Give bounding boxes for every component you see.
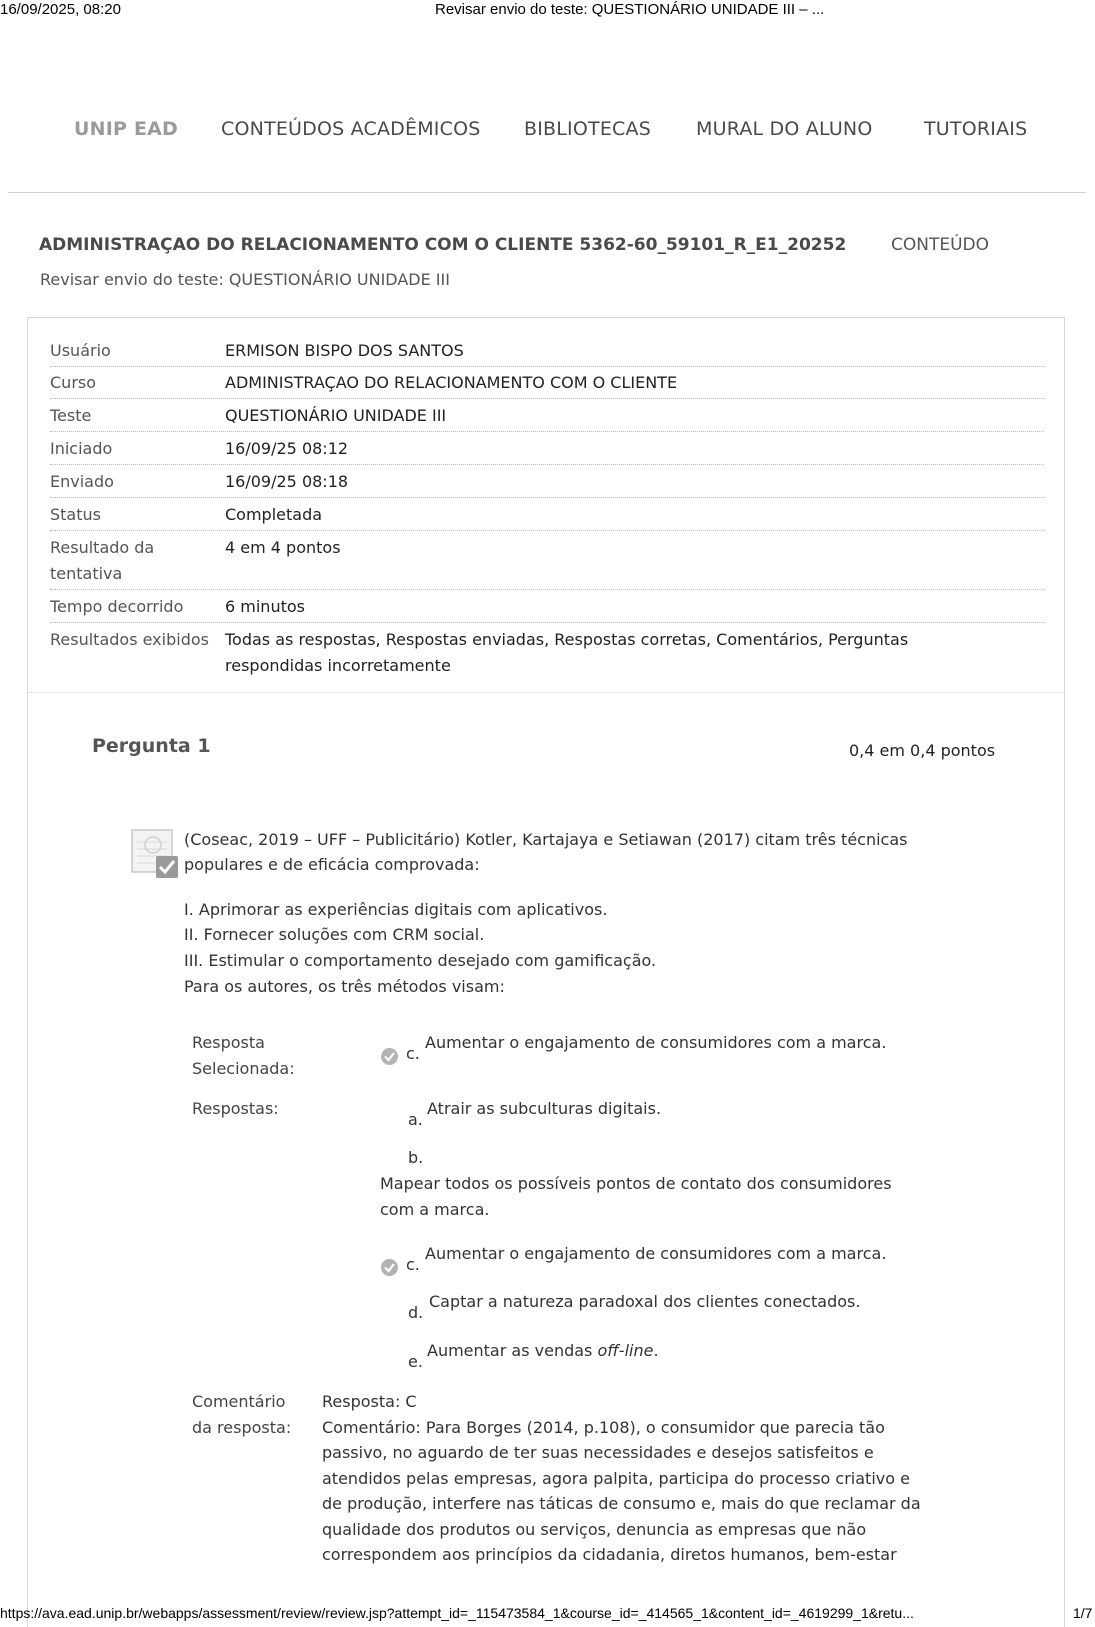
info-value: 16/09/25 08:12 [225,439,349,458]
conteudo-link[interactable]: CONTEÚDO [891,235,990,255]
comment-line: de produção, interfere nas táticas de consumo e, mais do que reclamar da [322,1494,921,1513]
info-row-curso [50,370,1044,399]
info-label: Resultado da tentativa [50,538,155,583]
info-row-iniciado [50,436,1044,465]
info-label: Resultados exibidos [50,630,209,649]
info-row-usuario [50,338,1044,367]
question-points: 0,4 em 0,4 pontos [849,741,996,760]
correct-question-icon [131,829,181,879]
info-row-tempo [50,594,1044,623]
selected-answer-text: Aumentar o engajamento de consumidores com a marca. [425,1033,887,1052]
print-datetime: 16/09/2025, 08:20 [0,1,121,18]
question-title: Pergunta 1 [92,735,211,757]
print-url: https://ava.ead.unip.br/webapps/assessment/review/review.jsp?attempt_id=_115473584_1&course_id=_414565_1&content_id=_4619299_1&retu... [0,1605,914,1621]
comment-line: Comentário: Para Borges (2014, p.108), o consumidor que parecia tão [322,1418,885,1437]
question-statement-line: populares e de eficácia comprovada: [184,855,480,874]
info-value: 16/09/25 08:18 [225,472,349,491]
print-page-title: Revisar envio do teste: QUESTIONÁRIO UNIDADE III – ... [435,1,825,18]
info-label: Status [50,505,101,524]
info-row-teste [50,403,1044,432]
answer-text-e-italic: off-line [597,1341,654,1360]
answer-text-e-suffix: . [653,1341,659,1360]
question-item: II. Fornecer soluções com CRM social. [184,925,485,944]
nav-divider [8,192,1086,193]
info-value: QUESTIONÁRIO UNIDADE III [225,406,447,425]
nav-tutoriais[interactable]: TUTORIAIS [924,118,1028,140]
correct-check-icon [381,1048,398,1065]
info-label: Teste [50,406,92,425]
answer-text-b: Mapear todos os possíveis pontos de contato dos consumidores [380,1174,892,1193]
info-value: ERMISON BISPO DOS SANTOS [225,341,464,360]
answers-label: Respostas: [192,1099,279,1118]
nav-mural-do-aluno[interactable]: MURAL DO ALUNO [696,118,873,140]
info-row-status [50,502,1044,531]
comment-label: Comentário [192,1392,286,1411]
info-value: Completada [225,505,323,524]
info-label: Curso [50,373,97,392]
info-value: 4 em 4 pontos [225,538,341,557]
nav-bibliotecas[interactable]: BIBLIOTECAS [524,118,651,140]
print-page-number: 1/7 [1073,1605,1093,1621]
course-title: ADMINISTRAÇAO DO RELACIONAMENTO COM O CLIENTE 5362-60_59101_R_E1_20252 [39,235,847,255]
answer-text-e-prefix: Aumentar as vendas [427,1341,598,1360]
comment-label: da resposta: [192,1418,292,1437]
selected-answer-label: Resposta [192,1033,265,1052]
answer-letter-d: d. [408,1303,424,1322]
nav-conteudos-academicos[interactable]: CONTEÚDOS ACADÊMICOS [221,118,481,140]
info-label: Enviado [50,472,114,491]
answer-text-c: Aumentar o engajamento de consumidores com a marca. [425,1244,887,1263]
answer-letter-a: a. [408,1110,423,1129]
info-row-resultado [50,535,1044,590]
answer-text-a: Atrair as subculturas digitais. [427,1099,662,1118]
info-label: Tempo decorrido [50,597,184,616]
info-value: ADMINISTRAÇAO DO RELACIONAMENTO COM O CLIENTE [225,373,678,392]
correct-check-icon [381,1259,398,1276]
comment-line: atendidos pelas empresas, agora palpita, participa do processo criativo e [322,1469,910,1488]
question-statement-line: (Coseac, 2019 – UFF – Publicitário) Kotler, Kartajaya e Setiawan (2017) citam três técnicas [184,830,908,849]
page-subtitle: Revisar envio do teste: QUESTIONÁRIO UNIDADE III [40,270,450,289]
answer-letter-e: e. [408,1352,423,1371]
answer-text-d: Captar a natureza paradoxal dos clientes conectados. [429,1292,861,1311]
comment-line: qualidade dos produtos ou serviços, denuncia as empresas que não [322,1520,867,1539]
selected-answer-letter: c. [406,1044,420,1063]
answer-text-b: com a marca. [380,1200,490,1219]
attempt-info-table [27,317,1065,693]
question-item: III. Estimular o comportamento desejado com gamificação. [184,951,657,970]
info-row-enviado [50,469,1044,498]
comment-line: correspondem aos princípios da cidadania, diretos humanos, bem-estar [322,1545,897,1564]
answer-letter-c: c. [406,1255,420,1274]
info-value: 6 minutos [225,597,305,616]
answer-letter-b: b. [408,1148,424,1167]
info-label: Iniciado [50,439,113,458]
info-row-resultados-exibidos [50,627,1044,681]
comment-line: Resposta: C [322,1392,417,1411]
question-item: I. Aprimorar as experiências digitais com aplicativos. [184,900,608,919]
nav-brand-unip-ead[interactable]: UNIP EAD [74,118,178,140]
answer-text-e [427,1338,659,1364]
selected-answer-label: Selecionada: [192,1059,295,1078]
info-label: Usuário [50,341,111,360]
comment-line: passivo, no aguardo de ter suas necessidades e desejos satisfeitos e [322,1443,874,1462]
info-value: Todas as respostas, Respostas enviadas, Respostas corretas, Comentários, Perguntas respondidas incorretamente [225,630,909,675]
question-item: Para os autores, os três métodos visam: [184,977,505,996]
